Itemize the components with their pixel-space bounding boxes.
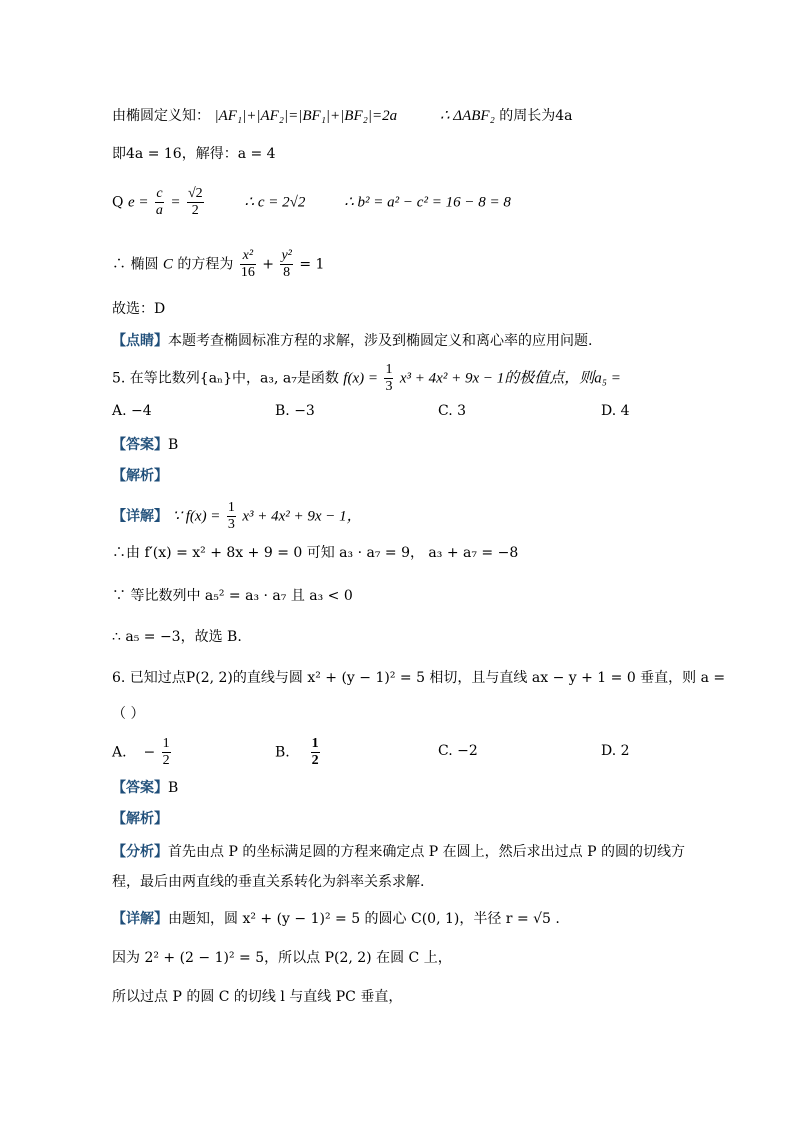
formula: ∴ c = 2√2 <box>244 194 306 211</box>
question-5-stem <box>112 362 621 395</box>
formula: ∵ f(x) = <box>172 508 221 525</box>
q5-detail-3 <box>112 586 353 606</box>
detail-tag: 【详解】 <box>112 911 168 927</box>
triangle-label: ∴ ΔABF₂ <box>440 108 495 124</box>
formula: = <box>170 194 181 211</box>
choice-line <box>112 299 165 319</box>
text: 6. 已知过点P(2, 2)的直线与圆 x² + (y − 1)² = 5 相切，且与直线 ax − y + 1 = 0 垂直，则 a = <box>112 670 726 686</box>
ellipse-definition-line <box>112 106 573 126</box>
answer-tag: 【答案】 <box>112 437 168 453</box>
text: 即4a = 16，解得：a = 4 <box>112 146 276 162</box>
focal-sum-formula: |AF₁|+|AF₂|=|BF₁|+|BF₂|=2a <box>214 108 398 124</box>
dianjing-tag: 【点睛】 <box>112 333 168 349</box>
q6-detail-3 <box>112 987 402 1007</box>
q6-analysis-heading <box>112 809 168 829</box>
text: 因为 2² + (2 − 1)² = 5，所以点 P(2, 2) 在圆 C 上， <box>112 950 452 966</box>
q5-analysis-heading <box>112 466 168 486</box>
text: 由题知，圆 x² + (y − 1)² = 5 的圆心 C(0, 1)，半径 r = √5 . <box>168 911 560 927</box>
text: 所以过点 P 的圆 C 的切线 l 与直线 PC 垂直， <box>112 989 403 1005</box>
fenxi-tag: 【分析】 <box>112 844 168 860</box>
text: ∴由 f′(x) = x² + 8x + 9 = 0 可知 a₃ · a₇ = 9， a₃ + a₇ = −8 <box>112 545 519 561</box>
answer-tag: 【答案】 <box>112 780 168 796</box>
formula: + <box>262 256 275 273</box>
question-6-stem <box>112 668 725 688</box>
answer-value: B <box>168 780 179 796</box>
text: ∴ 椭圆 <box>112 256 159 273</box>
fraction-one-third: $\frac{1}{3}$ <box>227 500 235 532</box>
q6-fenxi-1 <box>112 842 685 862</box>
answer-value: B <box>168 437 179 453</box>
q5-detail-1 <box>112 500 362 533</box>
q5-option-a: A. −4 <box>112 403 152 419</box>
formula: x³ + 4x² + 9x − 1， <box>242 508 362 525</box>
detail-tag: 【详解】 <box>112 508 168 525</box>
text: 的周长为4a <box>499 108 573 124</box>
solve-a-line <box>112 144 276 164</box>
q-symbol: Q <box>112 194 124 211</box>
q5-detail-2 <box>112 543 518 563</box>
fraction-root2-over-2: $\frac{√2}{2}$ <box>187 186 203 218</box>
text: ∴ a₅ = −3，故选 B. <box>112 629 242 645</box>
eccentricity-line <box>112 186 511 219</box>
q5-answer <box>112 435 178 455</box>
formula: f(x) = <box>343 370 378 387</box>
q5-detail-4 <box>112 627 242 647</box>
text: 的方程为 <box>177 256 234 273</box>
q5-option-d: D. 4 <box>601 403 630 419</box>
formula: x³ + 4x² + 9x − 1的极值点，则a₅ = <box>399 370 621 387</box>
ellipse-equation-line <box>112 248 324 281</box>
text: 故选：D <box>112 301 166 317</box>
q6-detail-2 <box>112 948 452 968</box>
q6-detail-1 <box>112 909 560 929</box>
text: ∵ 等比数列中 a₅² = a₃ · a₇ 且 a₃ < 0 <box>112 588 353 604</box>
q6-option-a: A. − $\frac{1}{2}$ <box>112 736 170 768</box>
fraction-x2-over-16: $\frac{\text{x²}}{16}$ <box>240 248 255 280</box>
q6-paren <box>112 704 144 724</box>
text: 本题考查椭圆标准方程的求解，涉及到椭圆定义和离心率的应用问题. <box>168 333 593 349</box>
q6-option-d: D. 2 <box>601 743 630 759</box>
fraction-one-third: $\frac{1}{3}$ <box>385 362 393 394</box>
dianjing-line <box>112 331 592 351</box>
q5-option-c: C. 3 <box>438 403 467 419</box>
q6-option-b: B. $\frac{1}{2}$ <box>275 736 319 768</box>
q6-option-c: C. −2 <box>438 743 478 759</box>
q5-option-b: B. −3 <box>275 403 315 419</box>
formula: C <box>162 256 173 273</box>
text: 5. 在等比数列{aₙ}中，a₃, a₇是函数 <box>112 370 339 387</box>
analysis-tag: 【解析】 <box>112 468 168 484</box>
q6-fenxi-2 <box>112 872 424 892</box>
fraction-y2-over-8: $\frac{\text{y²}}{8}$ <box>281 248 292 280</box>
text: 首先由点 P 的坐标满足圆的方程来确定点 P 在圆上，然后求出过点 P 的圆的切线方 <box>168 844 685 860</box>
formula: e = <box>127 194 149 211</box>
text: 由椭圆定义知： <box>112 108 210 124</box>
fraction-c-over-a: $\frac{c}{a}$ <box>155 186 163 218</box>
answer-blank: （ ） <box>112 706 145 722</box>
text: 程，最后由两直线的垂直关系转化为斜率关系求解. <box>112 874 425 890</box>
formula: ∴ b² = a² − c² = 16 − 8 = 8 <box>344 194 511 211</box>
analysis-tag: 【解析】 <box>112 811 168 827</box>
formula: = 1 <box>299 256 325 273</box>
q6-answer <box>112 778 178 798</box>
